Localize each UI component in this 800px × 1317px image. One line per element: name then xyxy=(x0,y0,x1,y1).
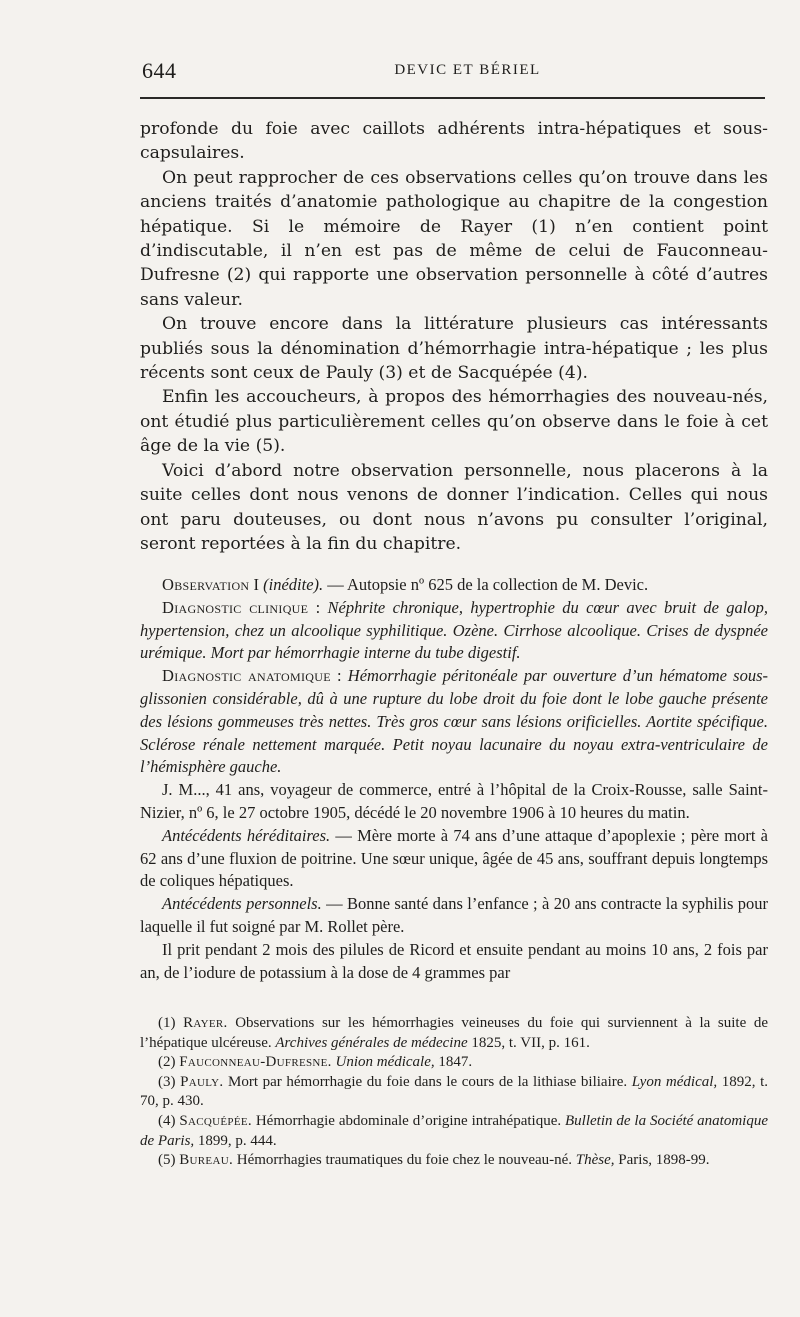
header-rule xyxy=(140,97,765,99)
anatomical-diagnosis-text: Hémorrhagie péritonéale par ouverture d’un hématome sous-glissonien considérable, dû à une rupture du lobe droit du foie dont le lobe gauche présente des lésions gommeuses très nettes. Très gros cœur sans lésions orificielles. Aortite spécifique. Sclérose rénale nettement marquée. Petit noyau lacunaire du noyau extra-ventriculaire de l’hémisphère gauche. xyxy=(140,666,768,777)
footnote-reference: 1847. xyxy=(434,1054,473,1071)
observation-label: Observation xyxy=(162,575,250,594)
page-header xyxy=(140,58,765,86)
clinical-diagnosis xyxy=(140,597,768,665)
footnote-text: Hémorrhagie abdominale d’origine intrahépatique. xyxy=(251,1112,566,1129)
footnote-reference: 1892, t. 70, p. 430. xyxy=(140,1073,769,1110)
observation-status: (inédite). xyxy=(263,575,324,594)
footnote-reference: Paris, 1898-99. xyxy=(614,1152,710,1169)
footnote-author: Fauconneau-Dufresne. xyxy=(179,1054,332,1071)
footnote-number: (5) xyxy=(158,1152,180,1169)
separator: : xyxy=(308,597,328,617)
footnote xyxy=(140,1053,768,1073)
separator: : xyxy=(330,666,348,686)
clinical-diagnosis-label: Diagnostic clinique xyxy=(162,597,309,617)
paragraph: Voici d’abord notre observation personnelle, nous placerons à la suite celles dont nous venons de donner l’indication. Celles qui nous ont paru douteuses, ou dont nous n’avons pu consulter l’original, seront reportées à la fin du chapitre. xyxy=(140,460,768,554)
footnotes xyxy=(140,1014,768,1171)
footnote-number: (1) xyxy=(158,1015,184,1031)
footnote-text: Observations sur les hémorrhagies veineuses du foie qui surviennent à la suite de l’hépatique ulcéreuse. xyxy=(140,1015,768,1051)
footnote-journal: Thèse, xyxy=(575,1152,615,1169)
footnote-journal: Archives générales de médecine xyxy=(275,1034,468,1051)
page-number: 644 xyxy=(142,58,177,83)
main-text xyxy=(140,117,768,556)
footnote-text: Hémorrhagies traumatiques du foie chez le nouveau-né. xyxy=(233,1152,576,1169)
footnote-journal: Union médicale, xyxy=(335,1054,435,1071)
hereditary-history-text: — Mère morte à 74 ans d’une attaque d’apoplexie ; père mort à 62 ans d’une fluxion de poitrine. Une sœur unique, âgée de 45 ans, souffrant depuis longtemps de coliques hépatiques. xyxy=(140,825,768,891)
running-head: DEVIC ET BÉRIEL xyxy=(394,62,541,78)
footnote-author: Rayer. xyxy=(183,1015,228,1031)
footnote-author: Bureau. xyxy=(179,1152,233,1169)
paragraph: On trouve encore dans la littérature plusieurs cas intéressants publiés sous la dénomination d’hémorrhagie intra-hépatique ; les plus récents sont ceux de Pauly (3) et de Sacquépée (4). xyxy=(140,314,768,384)
footnote xyxy=(140,1112,768,1151)
paragraph: On peut rapprocher de ces observations celles qu’on trouve dans les anciens traités d’anatomie pathologique au chapitre de la congestion hépatique. Si le mémoire de Rayer (1) n’en contient point d’indiscutable, il n’en est pas de même de celui de Fauconneau-Dufresne (2) qui rapporte une observation personnelle à côté d’autres sans valeur. xyxy=(140,167,768,310)
footnote-text: Mort par hémorrhagie du foie dans le cours de la lithiase biliaire. xyxy=(223,1073,632,1090)
observation-heading xyxy=(140,574,768,597)
clinical-diagnosis-text: Néphrite chronique, hypertrophie du cœur avec bruit de galop, hypertension, chez un alcoolique syphilitique. Ozène. Cirrhose alcoolique. Crises de dyspnée urémique. Mort par hémorrhagie interne du tube digestif. xyxy=(140,597,768,663)
footnote xyxy=(140,1151,768,1171)
footnote xyxy=(140,1073,768,1112)
anatomical-diagnosis xyxy=(140,665,768,779)
personal-history-label: Antécédents personnels. xyxy=(162,894,322,914)
footnote-journal: Lyon médical, xyxy=(631,1073,718,1090)
observation-number: I xyxy=(249,575,264,594)
personal-history xyxy=(140,893,768,939)
footnote-reference: 1899, p. 444. xyxy=(194,1132,277,1149)
footnote-author: Sacquépée. xyxy=(179,1112,252,1129)
treatment-text: Il prit pendant 2 mois des pilules de Ricord et ensuite pendant au moins 10 ans, 2 fois par an, de l’iodure de potassium à la dose de 4 grammes par xyxy=(140,939,768,982)
patient-details: J. M..., 41 ans, voyageur de commerce, entré à l’hôpital de la Croix-Rousse, salle Saint-Nizier, nº 6, le 27 octobre 1905, décédé le 20 novembre 1906 à 10 heures du matin. xyxy=(140,780,768,822)
observation-source: — Autopsie nº 625 de la collection de M. Devic. xyxy=(323,575,649,594)
footnote-journal: Bulletin de la Société anatomique de Paris, xyxy=(140,1112,769,1149)
hereditary-history-label: Antécédents héréditaires. xyxy=(162,825,331,845)
footnote-number: (4) xyxy=(158,1112,180,1129)
footnote-reference: 1825, t. VII, p. 161. xyxy=(467,1034,590,1051)
footnote-author: Pauly. xyxy=(180,1073,224,1090)
paragraph: Enfin les accoucheurs, à propos des hémorrhagies des nouveau-nés, ont étudié plus particulièrement celles qu’on observe dans le foie à cet âge de la vie (5). xyxy=(140,387,768,457)
anatomical-diagnosis-label: Diagnostic anatomique xyxy=(162,666,331,686)
personal-history-text: — Bonne santé dans l’enfance ; à 20 ans contracte la syphilis pour laquelle il fut soigné par M. Rollet père. xyxy=(140,894,769,936)
footnote-number: (3) xyxy=(158,1073,181,1090)
hereditary-history xyxy=(140,825,768,893)
paragraph: profonde du foie avec caillots adhérents intra-hépatiques et sous-capsulaires. xyxy=(140,119,768,164)
footnote xyxy=(140,1014,768,1053)
observation-section xyxy=(140,574,768,984)
footnote-number: (2) xyxy=(158,1054,180,1071)
